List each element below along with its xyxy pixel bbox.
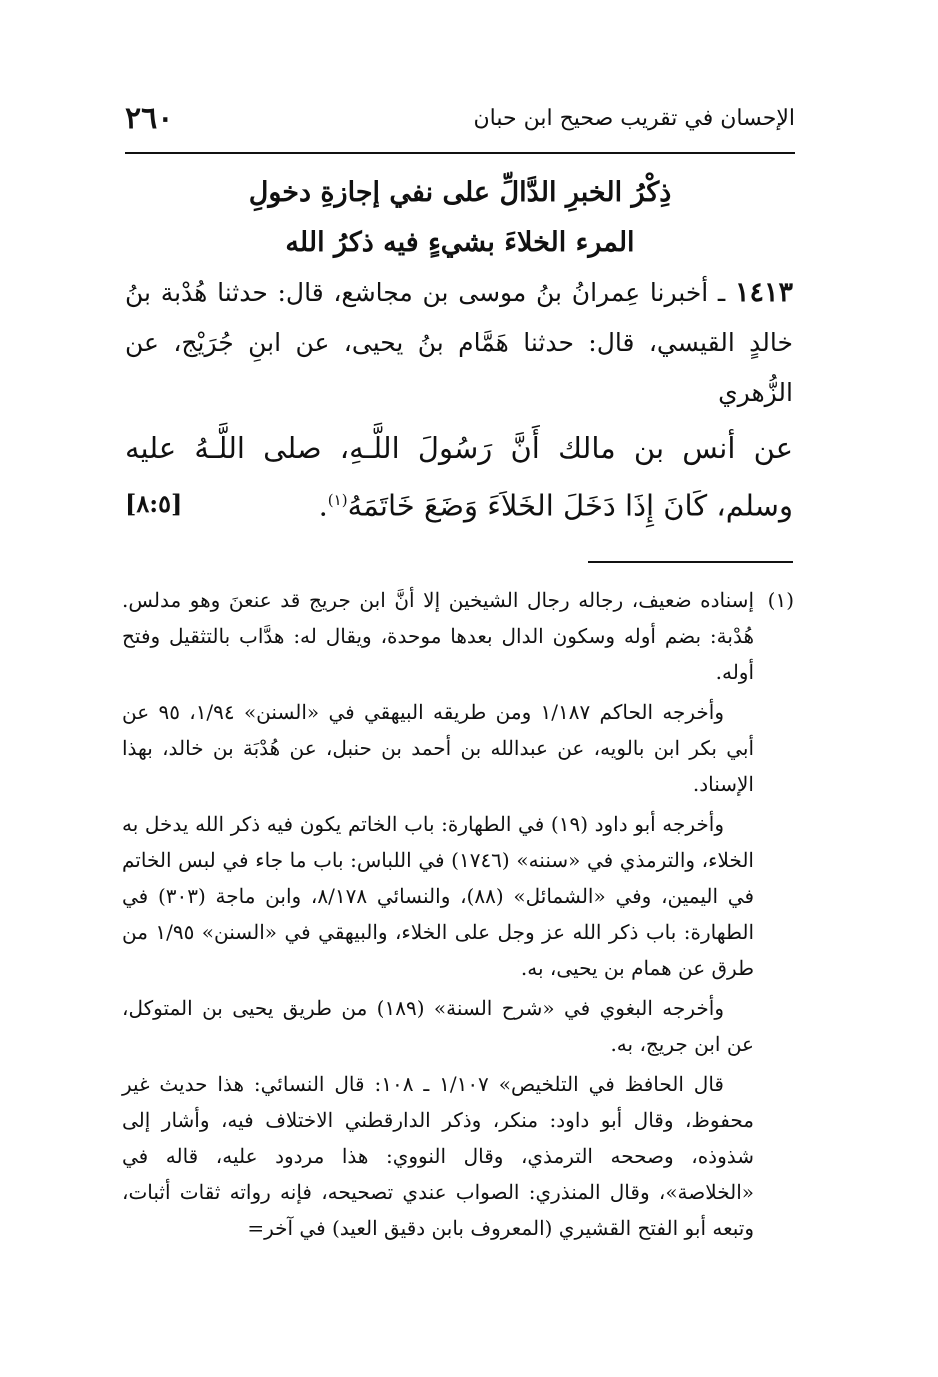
footnote-body <box>122 582 754 1246</box>
footnote-rule <box>588 561 793 563</box>
footnote-paragraph: وأخرجه البغوي في «شرح السنة» (١٨٩) من طريق يحيى بن المتوكل، عن ابن جريج، به. <box>122 996 754 1056</box>
header-rule <box>125 152 795 154</box>
chapter-heading-line-2: المرء الخلاءَ بشيءٍ فيه ذكرُ الله <box>285 227 635 258</box>
hadith-matn-text: عن أنس بن مالك أَنَّ رَسُولَ اللَّـهِ، صلى اللَّـهُ عليه وسلم، كَانَ إِذَا دَخَلَ الخَلاَءَ وَضَعَ خَاتَمَهُ <box>125 431 793 523</box>
footnote-paragraph: وأخرجه الحاكم ١/١٨٧ ومن طريقه البيهقي في «السنن» ١/٩٤، ٩٥ عن أبي بكر ابن بالويه، عن عبدالله بن أحمد بن حنبل، عن هُدْبَة بن خالد، بهذا الإسناد. <box>122 700 754 796</box>
hadith-isnad <box>125 268 793 418</box>
footnote-paragraph: قال الحافظ في التلخيص» ١/١٠٧ ـ ١٠٨: قال النسائي: هذا حديث غير محفوظ، وقال أبو داود: منكر، وذكر الدارقطني الاختلاف فيه، وأشار إلى شذوذه، وصححه الترمذي، وقال النووي: هذا مردود عليه، قاله في «الخلاصة»، وقال المنذري: الصواب عندي تصحيحه، فإنه رواته ثقات أثبات، وتبعه أبو الفتح القشيري (المعروف بابن دقيق العيد) في آخر= <box>122 1072 754 1240</box>
hadith-matn: عن أنس بن مالك أَنَّ رَسُولَ اللَّـهِ، صلى اللَّـهُ عليه وسلم، كَانَ إِذَا دَخَلَ الخَلاَءَ وَضَعَ خَاتَمَهُ$^{(١)}$. [٨:٥] <box>125 422 793 532</box>
footnote-paragraph: إسناده ضعيف، رجاله رجال الشيخين إلا أنَّ ابن جريج قد عنعنَ وهو مدلس. هُدْبة: بضم أوله وسكون الدال بعدها موحدة، ويقال له: هدَّاب بالتثقيل وفتح أوله. <box>122 588 754 684</box>
running-title: الإحسان في تقريب صحيح ابن حبان <box>473 105 795 131</box>
hadith-reference: [٨:٥] <box>125 489 183 518</box>
chapter-heading-line-1: ذِكْرُ الخبرِ الدَّالِّ على نفي إجازةِ دخولِ <box>248 177 672 208</box>
footnotes <box>122 582 794 1250</box>
footnote-mark: (١) <box>327 491 348 509</box>
hadith-isnad-text: ـ أخبرنا عِمرانُ بنُ موسى بن مجاشع، قال: حدثنا هُدْبة بنُ خالدٍ القيسي، قال: حدثنا هَمَّام بنُ يحيى، عن ابنِ جُرَيْج، عن الزُّهري <box>125 278 793 407</box>
running-header <box>125 88 795 148</box>
page-number: ٢٦٠ <box>125 100 174 136</box>
footnote-label: (١) <box>767 588 794 612</box>
chapter-heading <box>125 168 795 268</box>
footnote-paragraph: وأخرجه أبو داود (١٩) في الطهارة: باب الخاتم يكون فيه ذكر الله يدخل به الخلاء، والترمذي في «سننه» (١٧٤٦) في اللباس: باب ما جاء في لبس الخاتم في اليمين، وفي «الشمائل» (٨٨)، والنسائي ٨/١٧٨، وابن ماجة (٣٠٣) في الطهارة: باب ذكر الله عز وجل على الخلاء، والبيهقي في «السنن» ١/٩٥ من طرق عن همام بن يحيى، به. <box>122 812 755 980</box>
hadith-number: ١٤١٣ <box>734 277 793 308</box>
